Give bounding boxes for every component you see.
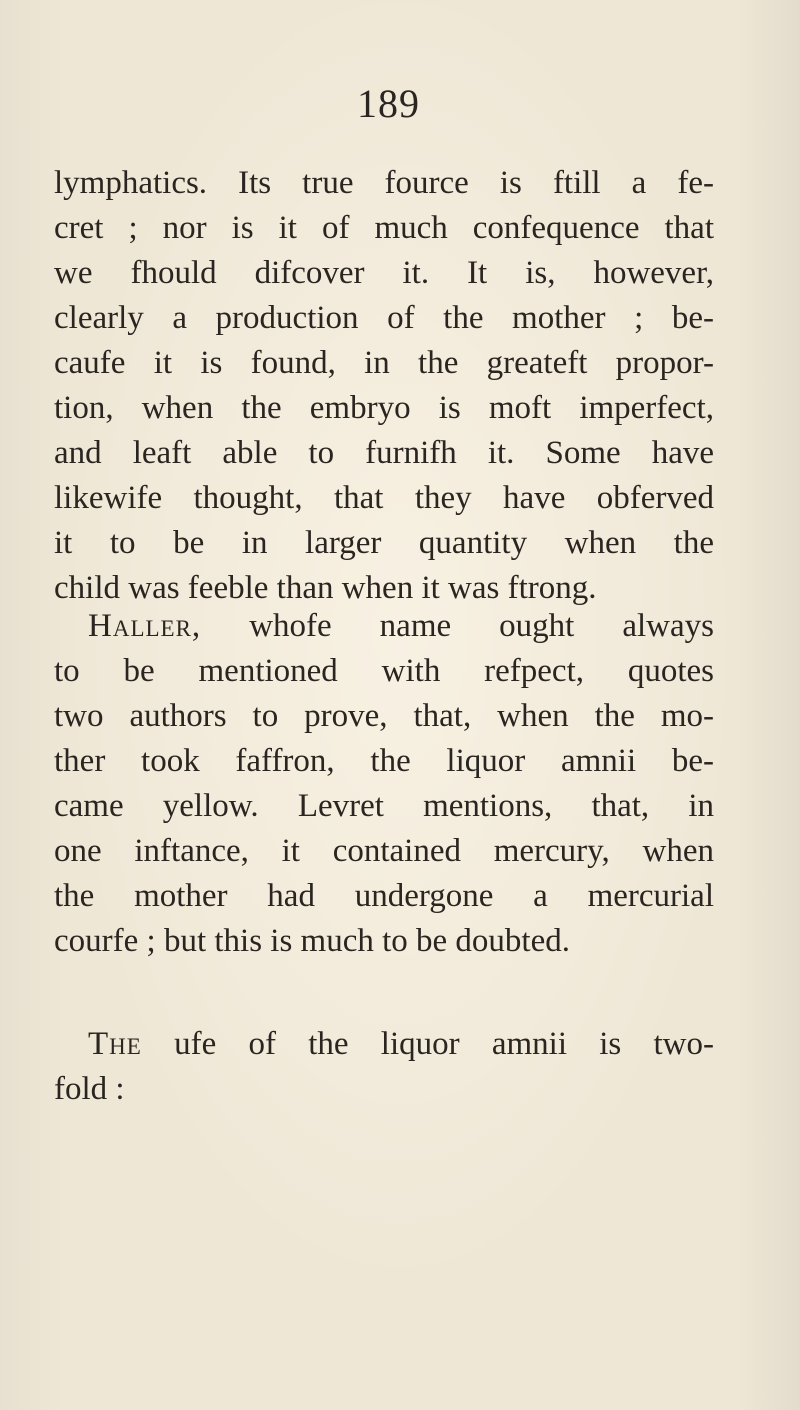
text-line: we fhould difcover it. It is, however, [54, 255, 714, 291]
text-line: to be mentioned with refpect, quotes [54, 653, 714, 689]
text-line: clearly a production of the mother ; be- [54, 300, 714, 336]
text-line: and leaft able to furnifh it. Some have [54, 435, 714, 471]
text-line: ther took faffron, the liquor amnii be- [54, 743, 714, 779]
first-line-rest: whofe name ought always [249, 608, 714, 644]
paragraph-1 [54, 161, 714, 611]
text-line: caufe it is found, in the greateft propor- [54, 345, 714, 381]
text-line: lymphatics. Its true fource is ftill a fe- [54, 165, 714, 201]
text-line: came yellow. Levret mentions, that, in [54, 788, 714, 824]
text-line: it to be in larger quantity when the [54, 525, 714, 561]
text-line: child was feeble than when it was ftrong. [54, 570, 597, 606]
text-line: the mother had undergone a mercurial [54, 878, 714, 914]
text-line: courfe ; but this is much to be doubted. [54, 923, 570, 959]
paragraph-3 [54, 1022, 714, 1112]
first-line-rest: ufe of the liquor amnii is two- [174, 1026, 714, 1062]
paragraph-2 [54, 604, 714, 964]
lead-word: The [88, 1026, 142, 1062]
lead-word: Haller, [88, 608, 202, 644]
text-line-first [54, 604, 714, 649]
text-line: fold : [54, 1071, 125, 1107]
text-line: tion, when the embryo is moft imperfect, [54, 390, 714, 426]
page-number: 189 [357, 81, 420, 126]
text-line: one inftance, it contained mercury, when [54, 833, 714, 869]
text-line: cret ; nor is it of much confequence that [54, 210, 714, 246]
text-line-first [54, 1022, 714, 1067]
text-line: two authors to prove, that, when the mo- [54, 698, 714, 734]
text-line: likewife thought, that they have obferved [54, 480, 714, 516]
